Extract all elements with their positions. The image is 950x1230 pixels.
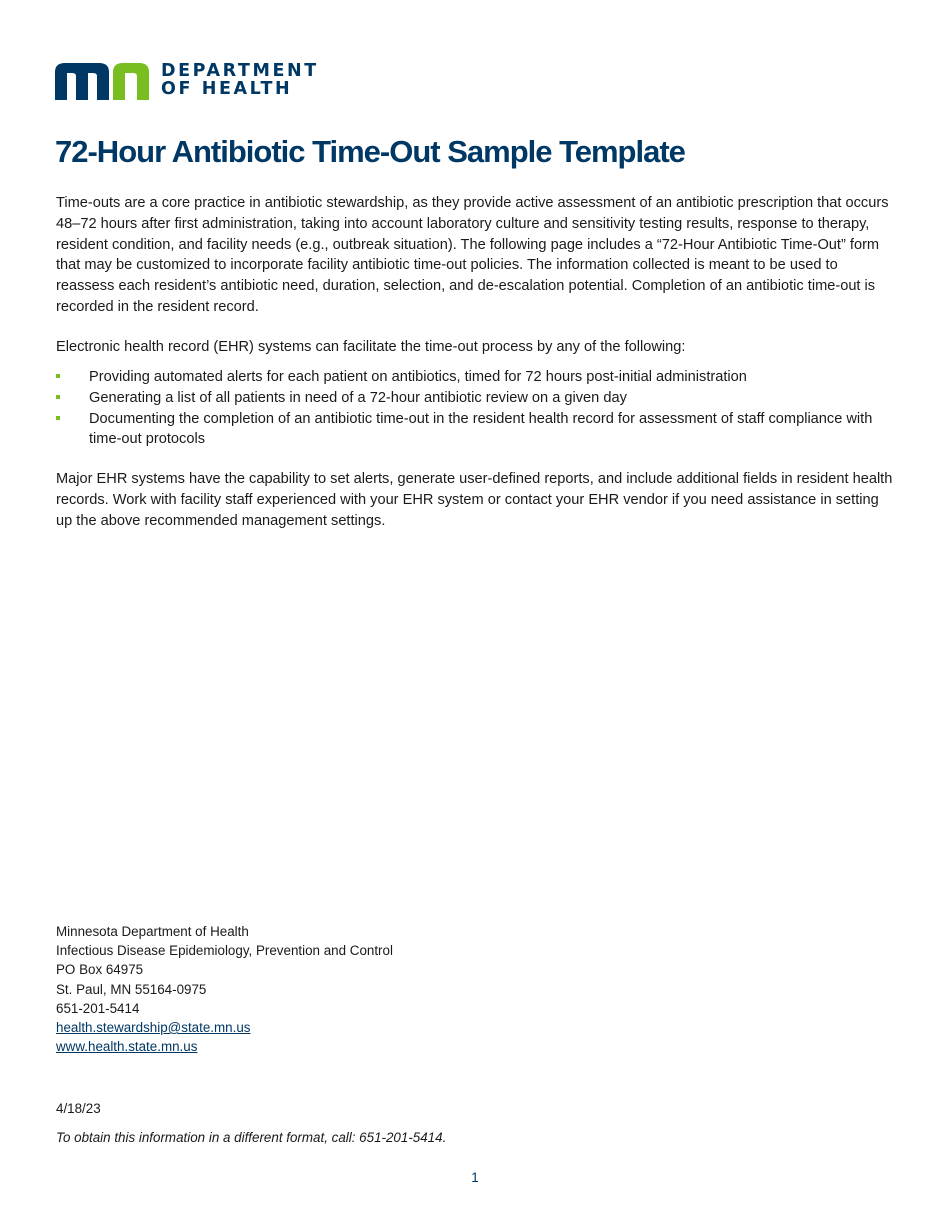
contact-division: Infectious Disease Epidemiology, Prevention and Control: [56, 943, 393, 959]
contact-po-box: PO Box 64975: [56, 962, 144, 978]
list-item: [56, 409, 898, 451]
list-item-text: Generating a list of all patients in need of a 72-hour antibiotic review on a given day: [89, 389, 627, 406]
list-item: [56, 388, 898, 409]
ehr-bullet-list: [56, 367, 898, 450]
contact-website-link[interactable]: www.health.state.mn.us: [56, 1039, 198, 1055]
contact-block: [56, 922, 393, 1056]
logo-line-2: OF HEALTH: [161, 79, 293, 99]
contact-org: Minnesota Department of Health: [56, 924, 249, 939]
intro-paragraph: Time-outs are a core practice in antibiotic stewardship, as they provide active assessment of an antibiotic prescription that occurs 48–72 hours after first administration, taking into account laboratory culture and sensitivity testing results, response to therapy, resident condition, and facility needs (e.g., outbreak situation). The following page includes a “72-Hour Antibiotic Time-Out” form that may be customized to incorporate facility antibiotic time-out policies. The information collected is meant to be used to reassess each resident’s antibiotic need, duration, selection, and de-escalation potential. Completion of an antibiotic time-out is recorded in the resident record.: [56, 195, 889, 315]
list-item-text: Providing automated alerts for each patient on antibiotics, timed for 72 hours post-initial administration: [89, 369, 747, 385]
mdh-logo: [55, 62, 319, 102]
contact-city: St. Paul, MN 55164-0975: [56, 981, 207, 997]
contact-phone: 651-201-5414: [56, 1000, 140, 1016]
logo-line-1: DEPARTMENT: [161, 61, 319, 81]
closing-paragraph: Major EHR systems have the capability to set alerts, generate user-defined reports, and include additional fields in resident health records. Work with facility staff experienced with your EHR system or contact your EHR vendor if you need assistance in setting up the above recommended management settings.: [56, 471, 893, 529]
alt-format-note: To obtain this information in a different format, call: 651-201-5414.: [56, 1130, 447, 1145]
publication-date: 4/18/23: [56, 1101, 101, 1116]
bullet-square-icon: [56, 416, 60, 420]
contact-email-link[interactable]: health.stewardship@state.mn.us: [56, 1020, 251, 1036]
ehr-lead-paragraph: Electronic health record (EHR) systems can facilitate the time-out process by any of the following:: [56, 339, 686, 355]
list-item: [56, 367, 898, 388]
bullet-square-icon: [56, 395, 60, 399]
logo-wordmark: [161, 62, 319, 98]
page-title: 72-Hour Antibiotic Time-Out Sample Template: [55, 134, 685, 169]
list-item-text: Documenting the completion of an antibiotic time-out in the resident health record for assessment of staff compliance with time-out protocols: [89, 410, 873, 448]
page-number: 1: [471, 1170, 479, 1185]
mn-logo-icon: [55, 62, 149, 100]
bullet-square-icon: [56, 374, 60, 378]
